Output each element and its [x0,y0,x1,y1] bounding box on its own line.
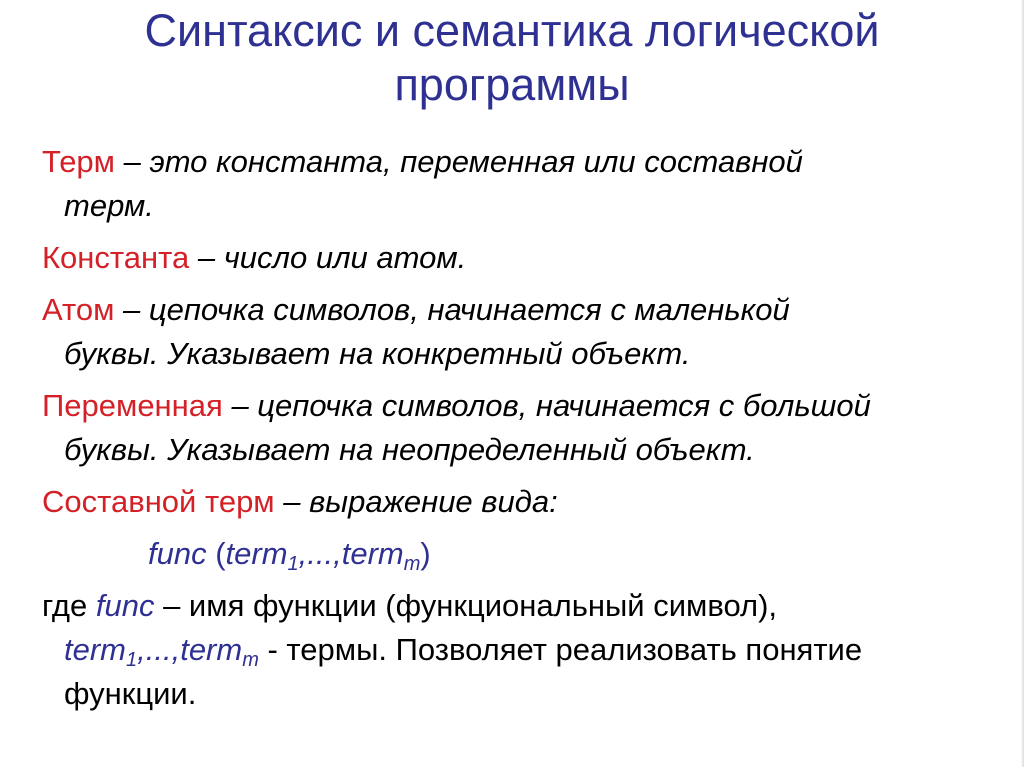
variable-def-line2: буквы. Указывает на неопределенный объект. [64,432,755,467]
atom-label: Атом [42,292,115,327]
compound-def: – выражение вида: [274,484,558,519]
variable-def-line1: – цепочка символов, начинается с большой [222,388,871,423]
where-prefix: где [42,588,96,623]
compound-label: Составной терм [42,484,275,519]
compound-definition [42,480,1002,524]
formula-open: ( [206,536,226,571]
formula-dots: ,..., [298,536,342,571]
compound-formula [42,532,1002,576]
formula-term: term [225,536,288,571]
formula-close: ) [420,536,431,571]
constant-definition [42,236,1002,280]
where-text: – имя функции (функциональный символ), [154,588,778,623]
term-def-line1: – это константа, переменная или составной [115,144,803,179]
title-line-1: Синтаксис и семантика логической [144,5,880,56]
constant-label: Константа [42,240,190,275]
terms-term-2: term [180,632,243,667]
terms-sub-m: m [242,649,259,671]
where-line [42,584,1002,716]
atom-def-line1: – цепочка символов, начинается с маленькой [114,292,790,327]
formula-term-2: term [341,536,404,571]
title-line-2: программы [394,59,630,110]
variable-label: Переменная [42,388,223,423]
variable-definition [42,384,1002,472]
formula-sub-m: m [403,553,421,575]
formula-func: func [148,536,207,571]
atom-definition [42,288,1002,376]
term-label: Терм [42,144,115,179]
terms-line [42,628,1002,672]
where-func: func [95,588,155,623]
atom-def-line2: буквы. Указывает на конкретный объект. [64,336,691,371]
term-definition [42,140,1002,228]
slide-body [42,140,1002,724]
term-def-line2: терм. [64,188,154,223]
terms-term: term [64,632,126,667]
terms-text-line1: - термы. Позволяет реализовать понятие [258,632,863,667]
terms-sub-1: 1 [126,649,138,671]
terms-text-line2: функции. [64,676,197,711]
slide-title [0,4,1024,112]
formula-sub-1: 1 [287,553,299,575]
terms-dots: ,..., [137,632,181,667]
constant-def: – число или атом. [189,240,467,275]
